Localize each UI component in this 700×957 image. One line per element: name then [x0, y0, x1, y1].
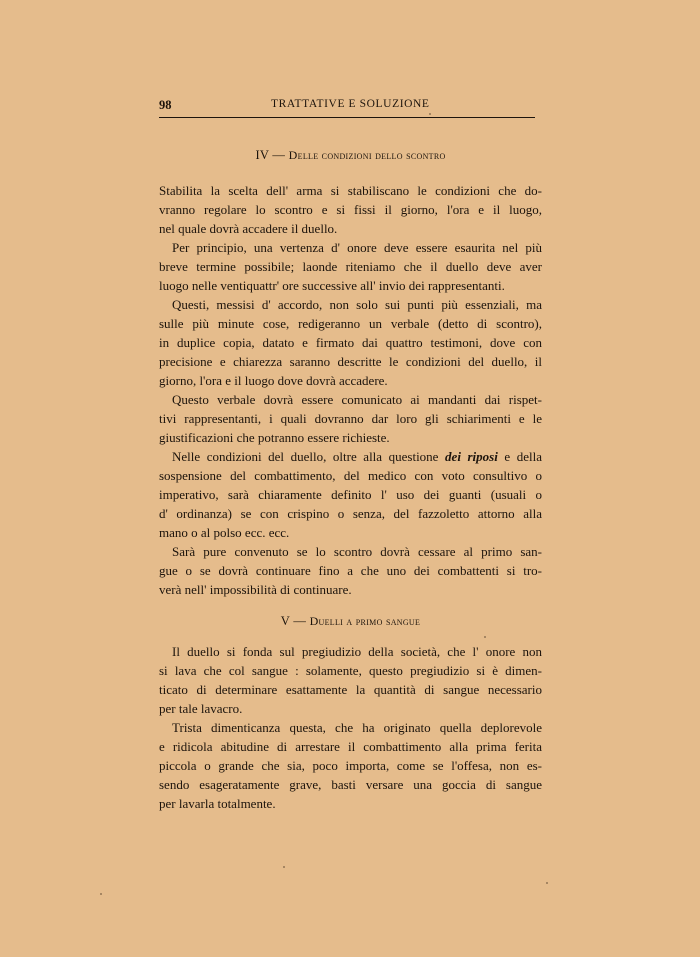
section-heading-iv	[159, 148, 542, 163]
text-line: precisione e chiarezza saranno descritte le condizioni del duello, il	[159, 354, 542, 369]
page-speck	[484, 636, 486, 638]
section-title: Duelli a primo sangue	[309, 614, 421, 628]
header-rule	[159, 117, 535, 118]
page-number: 98	[159, 98, 172, 112]
running-header	[159, 98, 535, 120]
text-segment: Nelle condizioni del duello, oltre alla questione	[172, 449, 439, 464]
text-line: sulle più minute cose, redigeranno un verbale (detto di scontro),	[159, 316, 542, 331]
text-line: luogo nelle ventiquattr' ore successive all' invio dei rappresentanti.	[159, 278, 505, 293]
text-line: vranno regolare lo scontro e si fissi il giorno, l'ora e il luogo,	[159, 202, 542, 217]
text-line: sendo esageratamente grave, basti versare una goccia di sangue	[159, 777, 542, 792]
text-line: sospensione del combattimento, del medico con voto consultivo o	[159, 468, 542, 483]
text-line: Trista dimenticanza questa, che ha originato quella deplorevole	[172, 720, 542, 735]
page-speck	[429, 113, 431, 115]
text-line: tivi rappresentanti, i quali dovranno dar loro gli schiarimenti e le	[159, 411, 542, 426]
text-line: mano o al polso ecc. ecc.	[159, 525, 290, 540]
page-speck	[100, 893, 102, 895]
text-line: giorno, l'ora e il luogo dove dovrà accadere.	[159, 373, 388, 388]
text-line: per tale lavacro.	[159, 701, 243, 716]
text-line: gue o se dovrà continuare fino a che uno dei combattenti si tro-	[159, 563, 542, 578]
page-speck	[546, 882, 548, 884]
text-line: Il duello si fonda sul pregiudizio della società, che l' onore non	[172, 644, 542, 659]
section-title: Delle condizioni dello scontro	[288, 148, 446, 162]
section-number: IV —	[255, 148, 286, 162]
text-line: verà nell' impossibilità di continuare.	[159, 582, 352, 597]
section-heading-v	[159, 614, 542, 629]
running-title: TRATTATIVE E SOLUZIONE	[271, 98, 430, 110]
text-segment: e della	[504, 449, 543, 464]
text-line: Questo verbale dovrà essere comunicato ai mandanti dai rispet-	[172, 392, 542, 407]
text-line: ticato di determinare esattamente la quantità di sangue necessario	[159, 682, 542, 697]
text-line: nel quale dovrà accadere il duello.	[159, 221, 338, 236]
text-line: piccola o grande che sia, poco importa, come se l'offesa, non es-	[159, 758, 542, 773]
text-line: breve termine possibile; laonde riteniamo che il duello deve aver	[159, 259, 542, 274]
page-speck	[283, 866, 285, 868]
text-line: giustificazioni che potranno essere richieste.	[159, 430, 390, 445]
section-number: V —	[280, 614, 307, 628]
text-line: d' ordinanza) se con crispino o senza, del fazzoletto attorno alla	[159, 506, 542, 521]
text-line: Sarà pure convenuto se lo scontro dovrà cessare al primo san-	[172, 544, 542, 559]
text-line: si lava che col sangue : solamente, questo pregiudizio si è dimen-	[159, 663, 542, 678]
text-line: Per principio, una vertenza d' onore deve essere esaurita nel più	[172, 240, 542, 255]
text-line-mixed	[159, 447, 542, 466]
text-line: in duplice copia, datato e firmato dai quattro testimoni, dove con	[159, 335, 542, 350]
text-line: Stabilita la scelta dell' arma si stabiliscano le condizioni che do-	[159, 183, 542, 198]
text-line: per lavarla totalmente.	[159, 796, 276, 811]
emphasis-text: dei riposi	[445, 449, 498, 464]
text-line: Questi, messisi d' accordo, non solo sui punti più essenziali, ma	[172, 297, 542, 312]
text-line: imperativo, sarà chiaramente definito l' uso dei guanti (usuali o	[159, 487, 542, 502]
text-line: e ridicola abitudine di arrestare il combattimento alla prima ferita	[159, 739, 542, 754]
